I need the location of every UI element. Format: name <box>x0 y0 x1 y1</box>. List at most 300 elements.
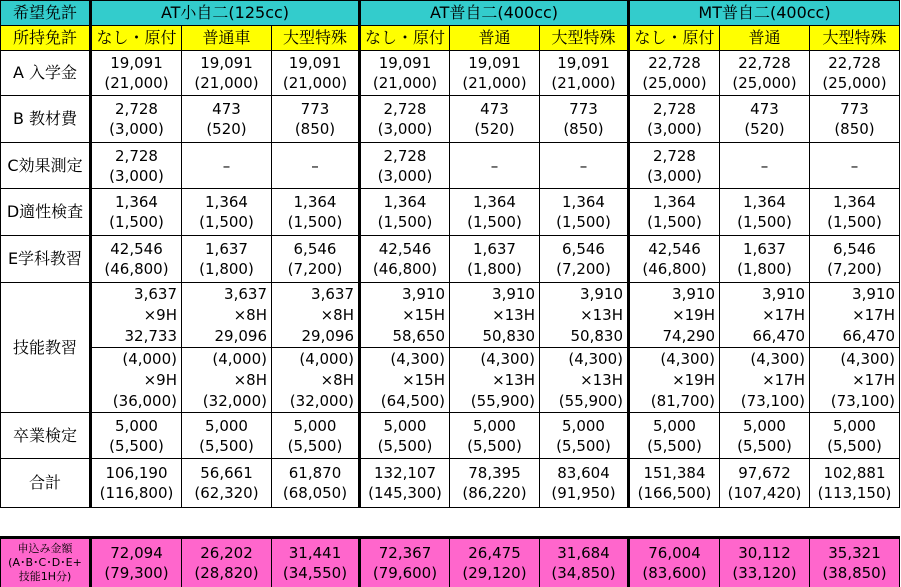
amount-tax-included: (166,500) <box>637 484 712 502</box>
amount-tax-included: (46,800) <box>642 260 707 278</box>
unit-price: (4,300) <box>568 349 623 368</box>
amount: 2,728 <box>653 100 696 118</box>
row-effect-test <box>1 143 900 189</box>
amount: 106,190 <box>105 464 168 482</box>
group-mt-normal: MT普自二(400cc) <box>629 1 900 26</box>
application-label-line: (A･B･C･D･E+ <box>8 556 82 569</box>
amount-tax-included: (86,220) <box>462 484 527 502</box>
row-skill-lessons-top <box>1 283 900 348</box>
amount: 5,000 <box>383 416 427 435</box>
amount-tax-included: (113,150) <box>817 484 892 502</box>
amount: – <box>850 156 859 175</box>
value-cell <box>450 143 540 189</box>
spacer-cell <box>272 508 360 538</box>
spacer-cell <box>91 508 182 538</box>
amount-tax-included: (1,800) <box>199 260 254 278</box>
amount: 97,672 <box>738 464 791 482</box>
value-cell <box>360 413 450 459</box>
skill-value-cell <box>540 283 629 348</box>
value-cell <box>540 189 629 236</box>
spacer-cell <box>360 508 450 538</box>
amount: 2,728 <box>383 146 427 165</box>
hours: ×17H <box>852 370 895 389</box>
amount-tax-included: (7,200) <box>827 260 882 278</box>
amount-tax-included: (5,500) <box>199 436 254 455</box>
subtotal: 29,096 <box>301 326 354 345</box>
subtotal: (55,900) <box>558 391 623 410</box>
amount: 5,000 <box>293 416 337 435</box>
unit-price: 3,637 <box>311 284 354 303</box>
value-cell <box>91 459 182 508</box>
value-cell <box>629 459 720 508</box>
subtotal: 74,290 <box>662 326 715 345</box>
value-cell <box>540 51 629 96</box>
amount-tax-included: (1,500) <box>737 213 792 231</box>
amount: 72,367 <box>378 544 432 562</box>
subtotal: (32,000) <box>202 391 267 410</box>
row-label: B 教材費 <box>1 96 91 143</box>
value-cell <box>272 459 360 508</box>
amount: – <box>490 156 499 175</box>
subcol-header: 普通車 <box>182 26 272 51</box>
value-cell <box>629 143 720 189</box>
value-cell <box>810 459 900 508</box>
amount: 76,004 <box>648 544 701 562</box>
value-cell <box>91 96 182 143</box>
header-row-held <box>1 26 900 51</box>
amount-tax-included: (107,420) <box>727 484 802 502</box>
amount-tax-included: (1,500) <box>827 213 882 231</box>
amount: – <box>760 156 769 175</box>
amount: 1,637 <box>473 240 516 258</box>
hours: ×13H <box>580 305 623 324</box>
amount-tax-included: (116,800) <box>99 484 174 502</box>
spacer-cell <box>540 508 629 538</box>
amount: 773 <box>300 100 330 118</box>
row-application-amount <box>1 538 900 587</box>
value-cell <box>182 143 272 189</box>
hours: ×13H <box>492 370 535 389</box>
amount-tax-included: (3,000) <box>377 120 433 138</box>
amount-tax-included: (46,800) <box>104 260 169 278</box>
row-label: 卒業検定 <box>1 413 91 459</box>
value-cell <box>91 143 182 189</box>
value-cell <box>182 96 272 143</box>
row-label: D適性検査 <box>1 189 91 236</box>
skill-value-cell <box>182 283 272 348</box>
value-cell <box>182 413 272 459</box>
skill-value-cell <box>91 283 182 348</box>
amount: 5,000 <box>562 416 605 435</box>
subcol-header: なし・原付 <box>91 26 182 51</box>
amount: 6,546 <box>293 240 337 258</box>
subtotal: 58,650 <box>392 326 445 345</box>
row-label: 合計 <box>1 459 91 508</box>
skill-value-cell <box>540 348 629 413</box>
amount-tax-included: (46,800) <box>372 260 438 278</box>
amount: 72,094 <box>110 544 163 562</box>
value-cell <box>720 143 810 189</box>
value-cell <box>450 51 540 96</box>
subcol-header: 大型特殊 <box>540 26 629 51</box>
value-cell <box>182 236 272 283</box>
amount: 473 <box>480 100 509 118</box>
row-label: E学科教習 <box>1 236 91 283</box>
row-label: A 入学金 <box>1 51 91 96</box>
value-cell <box>629 413 720 459</box>
amount-tax-included: (520) <box>474 120 515 138</box>
hours: ×9H <box>143 370 177 389</box>
amount-tax-included: (25,000) <box>822 74 887 92</box>
amount-tax-included: (1,800) <box>467 260 522 278</box>
group-at-normal: AT普自二(400cc) <box>360 1 629 26</box>
unit-price: 3,637 <box>134 284 177 303</box>
amount: 102,881 <box>823 464 886 482</box>
amount: 773 <box>840 100 869 118</box>
unit-price: (4,000) <box>299 349 354 368</box>
value-cell <box>629 236 720 283</box>
amount-tax-included: (21,000) <box>282 74 348 92</box>
value-cell <box>720 413 810 459</box>
row-skill-lessons-bottom <box>1 348 900 413</box>
amount-tax-included: (5,500) <box>647 436 702 455</box>
unit-price: 3,637 <box>224 284 267 303</box>
hours: ×9H <box>143 305 177 324</box>
value-cell <box>360 236 450 283</box>
amount-tax-included: (7,200) <box>556 260 611 278</box>
row-total <box>1 459 900 508</box>
value-cell <box>810 538 900 587</box>
amount: 2,728 <box>383 100 427 118</box>
value-cell <box>810 96 900 143</box>
hours: ×17H <box>762 370 805 389</box>
value-cell <box>91 51 182 96</box>
value-cell <box>629 538 720 587</box>
amount: 5,000 <box>653 416 696 435</box>
amount: 35,321 <box>828 544 881 562</box>
amount-tax-included: (1,800) <box>737 260 792 278</box>
amount-tax-included: (3,000) <box>647 120 702 138</box>
subtotal: (32,000) <box>289 391 354 410</box>
amount: 31,684 <box>557 544 610 562</box>
value-cell <box>450 189 540 236</box>
value-cell <box>540 538 629 587</box>
amount-tax-included: (1,500) <box>109 213 164 231</box>
skill-value-cell <box>450 348 540 413</box>
value-cell <box>360 143 450 189</box>
spacer-row <box>1 508 900 538</box>
value-cell <box>450 96 540 143</box>
value-cell <box>360 189 450 236</box>
spacer-cell <box>450 508 540 538</box>
amount: 30,112 <box>738 544 791 562</box>
value-cell <box>91 413 182 459</box>
amount: 1,364 <box>562 193 605 211</box>
amount-tax-included: (5,500) <box>737 436 792 455</box>
amount: 5,000 <box>205 416 248 435</box>
value-cell <box>810 51 900 96</box>
value-cell <box>540 236 629 283</box>
row-graduation-test <box>1 413 900 459</box>
amount: 1,364 <box>833 193 876 211</box>
amount: 773 <box>569 100 598 118</box>
amount: 26,475 <box>468 544 521 562</box>
hours: ×17H <box>852 305 895 324</box>
unit-price: 3,910 <box>580 284 623 303</box>
amount-tax-included: (62,320) <box>194 484 259 502</box>
spacer-cell <box>629 508 720 538</box>
skill-value-cell <box>720 348 810 413</box>
amount-tax-included: (91,950) <box>551 484 616 502</box>
hours: ×17H <box>762 305 805 324</box>
amount-tax-included: (520) <box>744 120 785 138</box>
amount: 31,441 <box>288 544 342 562</box>
amount-tax-included: (68,050) <box>282 484 348 502</box>
subcol-header: 普通 <box>720 26 810 51</box>
amount-tax-included: (520) <box>206 120 247 138</box>
amount-tax-included: (25,000) <box>642 74 707 92</box>
amount: 22,728 <box>828 54 881 72</box>
hours: ×19H <box>672 370 715 389</box>
amount-tax-included: (1,500) <box>199 213 254 231</box>
application-amount-label <box>1 538 91 587</box>
subtotal: (81,700) <box>650 391 715 410</box>
amount: 19,091 <box>110 54 163 72</box>
amount-tax-included: (5,500) <box>827 436 882 455</box>
unit-price: 3,910 <box>762 284 805 303</box>
amount: 1,364 <box>653 193 696 211</box>
amount: 22,728 <box>648 54 701 72</box>
skill-value-cell <box>272 283 360 348</box>
amount-tax-included: (33,120) <box>732 564 797 582</box>
value-cell <box>810 143 900 189</box>
amount-tax-included: (34,550) <box>282 564 348 582</box>
amount: 1,364 <box>205 193 248 211</box>
amount-tax-included: (5,500) <box>109 436 164 455</box>
amount: – <box>311 156 319 175</box>
skill-value-cell <box>810 348 900 413</box>
amount-tax-included: (21,000) <box>551 74 616 92</box>
subcol-header: 大型特殊 <box>272 26 360 51</box>
value-cell <box>272 413 360 459</box>
desired-license-label: 希望免許 <box>1 1 91 26</box>
amount: 5,000 <box>473 416 516 435</box>
amount: 56,661 <box>200 464 253 482</box>
value-cell <box>540 96 629 143</box>
unit-price: (4,300) <box>840 349 895 368</box>
unit-price: (4,300) <box>390 349 445 368</box>
value-cell <box>720 538 810 587</box>
subtotal: 66,470 <box>752 326 805 345</box>
amount: 42,546 <box>648 240 701 258</box>
amount: 6,546 <box>562 240 605 258</box>
unit-price: (4,000) <box>122 349 177 368</box>
unit-price: (4,000) <box>212 349 267 368</box>
amount: 6,546 <box>833 240 876 258</box>
amount: 5,000 <box>743 416 786 435</box>
value-cell <box>272 96 360 143</box>
subcol-header: 普通 <box>450 26 540 51</box>
subtotal: (73,100) <box>830 391 895 410</box>
amount: 473 <box>750 100 779 118</box>
value-cell <box>810 236 900 283</box>
value-cell <box>360 538 450 587</box>
amount-tax-included: (5,500) <box>556 436 611 455</box>
subtotal: 66,470 <box>842 326 895 345</box>
amount: 83,604 <box>557 464 610 482</box>
skill-value-cell <box>182 348 272 413</box>
skill-value-cell <box>450 283 540 348</box>
amount: – <box>222 156 231 175</box>
amount: 19,091 <box>200 54 253 72</box>
amount: 22,728 <box>738 54 791 72</box>
application-label-line: 申込み金額 <box>17 542 73 555</box>
row-label: 技能教習 <box>1 283 91 413</box>
value-cell <box>720 236 810 283</box>
row-classroom-lessons <box>1 236 900 283</box>
amount-tax-included: (1,500) <box>377 213 433 231</box>
amount-tax-included: (1,500) <box>287 213 343 231</box>
amount-tax-included: (145,300) <box>368 484 442 502</box>
subtotal: (73,100) <box>740 391 805 410</box>
amount-tax-included: (7,200) <box>287 260 343 278</box>
application-label-line: 技能1H分) <box>18 570 72 583</box>
value-cell <box>629 51 720 96</box>
subtotal: (64,500) <box>380 391 445 410</box>
skill-value-cell <box>272 348 360 413</box>
value-cell <box>720 189 810 236</box>
value-cell <box>91 236 182 283</box>
value-cell <box>629 96 720 143</box>
skill-value-cell <box>360 348 450 413</box>
amount: 5,000 <box>115 416 158 435</box>
unit-price: 3,910 <box>852 284 895 303</box>
amount: 61,870 <box>288 464 342 482</box>
amount-tax-included: (28,820) <box>194 564 259 582</box>
unit-price: (4,300) <box>480 349 535 368</box>
amount-tax-included: (29,120) <box>462 564 527 582</box>
skill-value-cell <box>360 283 450 348</box>
value-cell <box>720 51 810 96</box>
value-cell <box>272 143 360 189</box>
amount-tax-included: (850) <box>834 120 875 138</box>
amount-tax-included: (38,850) <box>822 564 887 582</box>
subcol-header: なし・原付 <box>360 26 450 51</box>
amount-tax-included: (3,000) <box>377 166 433 185</box>
value-cell <box>540 143 629 189</box>
amount: 42,546 <box>110 240 163 258</box>
amount-tax-included: (21,000) <box>194 74 259 92</box>
amount: 19,091 <box>288 54 342 72</box>
amount: 5,000 <box>833 416 876 435</box>
amount: 2,728 <box>115 100 158 118</box>
subtotal: (55,900) <box>470 391 535 410</box>
value-cell <box>360 51 450 96</box>
value-cell <box>272 538 360 587</box>
hours: ×8H <box>233 370 267 389</box>
amount: 1,364 <box>115 193 158 211</box>
header-row-desired <box>1 1 900 26</box>
unit-price: 3,910 <box>492 284 535 303</box>
amount-tax-included: (34,850) <box>551 564 616 582</box>
subtotal: 29,096 <box>214 326 267 345</box>
unit-price: 3,910 <box>672 284 715 303</box>
subtotal: 32,733 <box>124 326 177 345</box>
subtotal: 50,830 <box>482 326 535 345</box>
spacer-cell <box>810 508 900 538</box>
amount: 1,364 <box>293 193 337 211</box>
amount: 1,637 <box>205 240 248 258</box>
value-cell <box>360 96 450 143</box>
amount-tax-included: (21,000) <box>462 74 527 92</box>
hours: ×8H <box>320 370 354 389</box>
skill-value-cell <box>720 283 810 348</box>
hours: ×8H <box>320 305 354 324</box>
hours: ×8H <box>233 305 267 324</box>
amount-tax-included: (5,500) <box>377 436 433 455</box>
hours: ×13H <box>492 305 535 324</box>
row-admission <box>1 51 900 96</box>
amount: 473 <box>212 100 241 118</box>
skill-value-cell <box>91 348 182 413</box>
value-cell <box>182 459 272 508</box>
skill-value-cell <box>629 348 720 413</box>
value-cell <box>450 413 540 459</box>
amount-tax-included: (79,600) <box>372 564 438 582</box>
value-cell <box>810 413 900 459</box>
row-aptitude-test <box>1 189 900 236</box>
skill-value-cell <box>629 283 720 348</box>
group-at-small: AT小自二(125cc) <box>91 1 360 26</box>
amount: 26,202 <box>200 544 253 562</box>
amount-tax-included: (5,500) <box>287 436 343 455</box>
amount-tax-included: (1,500) <box>556 213 611 231</box>
value-cell <box>720 459 810 508</box>
amount-tax-included: (21,000) <box>372 74 438 92</box>
value-cell <box>182 51 272 96</box>
amount-tax-included: (83,600) <box>642 564 707 582</box>
value-cell <box>272 51 360 96</box>
value-cell <box>629 189 720 236</box>
amount-tax-included: (25,000) <box>732 74 797 92</box>
amount-tax-included: (850) <box>563 120 604 138</box>
skill-value-cell <box>810 283 900 348</box>
amount: 151,384 <box>643 464 706 482</box>
value-cell <box>272 189 360 236</box>
value-cell <box>91 189 182 236</box>
held-license-label: 所持免許 <box>1 26 91 51</box>
amount: 19,091 <box>378 54 432 72</box>
row-label: C効果測定 <box>1 143 91 189</box>
amount: 19,091 <box>557 54 610 72</box>
subcol-header: なし・原付 <box>629 26 720 51</box>
subcol-header: 大型特殊 <box>810 26 900 51</box>
amount: 19,091 <box>468 54 521 72</box>
value-cell <box>272 236 360 283</box>
value-cell <box>720 96 810 143</box>
value-cell <box>540 459 629 508</box>
amount: 78,395 <box>468 464 521 482</box>
amount: 42,546 <box>378 240 432 258</box>
amount-tax-included: (3,000) <box>109 166 164 185</box>
value-cell <box>450 538 540 587</box>
amount: 2,728 <box>115 146 158 165</box>
amount: 1,364 <box>383 193 427 211</box>
spacer-cell <box>720 508 810 538</box>
amount-tax-included: (3,000) <box>647 166 702 185</box>
amount-tax-included: (1,500) <box>647 213 702 231</box>
value-cell <box>91 538 182 587</box>
